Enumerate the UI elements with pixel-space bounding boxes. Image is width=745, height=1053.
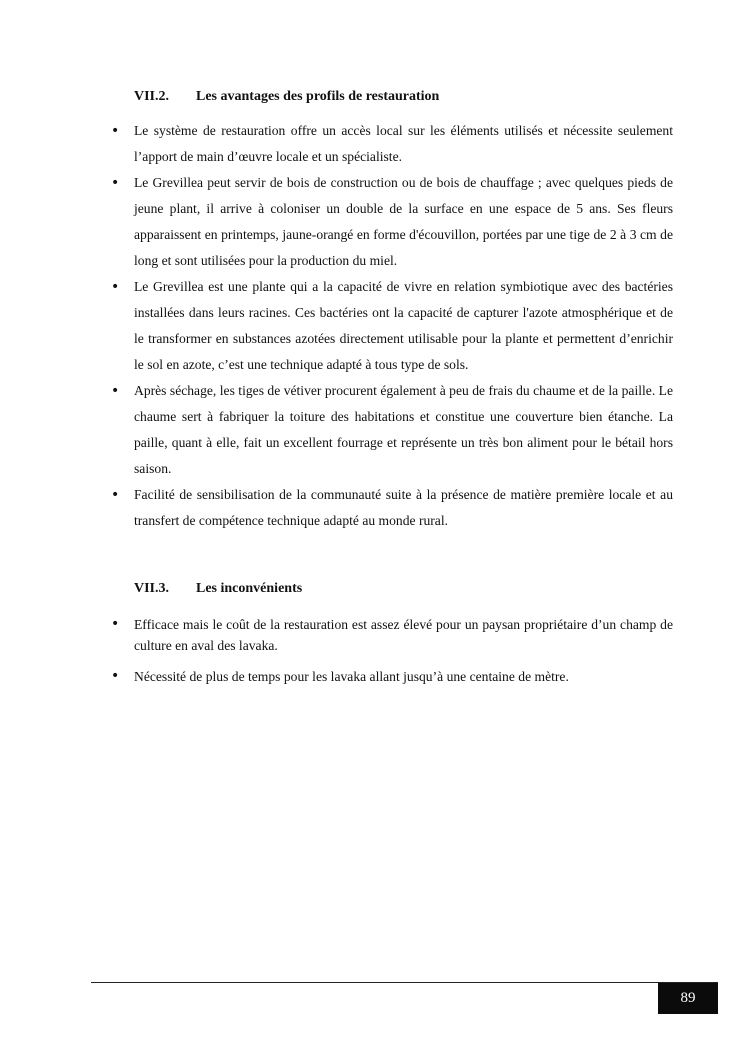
page-number: 89 — [658, 983, 718, 1014]
list-item — [0, 118, 745, 170]
section-heading-vii-2 — [134, 87, 439, 107]
list-item-text: Nécessité de plus de temps pour les lavaka allant jusqu’à une centaine de mètre. — [134, 669, 569, 684]
list-item-text: Le Grevillea est une plante qui a la capacité de vivre en relation symbiotique avec des bactéries installées dans leurs racines. Ces bactéries ont la capacité de capturer l'azote atmosphérique et de le transformer en substances azotées directement utilisable pour la plante et permettent d’enrichir le sol en azote, c’est une technique adapté à tous type de sols. — [134, 279, 673, 372]
list-item — [0, 666, 745, 687]
list-item — [0, 482, 745, 534]
section-title: Les inconvénients — [196, 581, 303, 596]
list-item — [0, 614, 745, 656]
section-number: VII.3. — [134, 581, 170, 596]
list-item — [0, 378, 745, 482]
section-number: VII.2. — [134, 89, 170, 104]
bullet-icon: • — [111, 487, 120, 503]
bullet-icon: • — [111, 123, 120, 139]
list-item-text: Facilité de sensibilisation de la communauté suite à la présence de matière première locale et au transfert de compétence technique adapté au monde rural. — [134, 487, 673, 528]
bullet-icon: • — [111, 668, 120, 684]
disadvantages-list — [0, 614, 745, 697]
advantages-list — [0, 118, 745, 534]
list-item-text: Après séchage, les tiges de vétiver procurent également à peu de frais du chaume et de la paille. Le chaume sert à fabriquer la toiture des habitations et constitue une couverture bien étanche. La paille, quant à elle, fait un excellent fourrage et représente un très bon aliment pour le bétail hors saison. — [134, 383, 673, 476]
section-title: Les avantages des profils de restauration — [196, 89, 440, 104]
list-item — [0, 170, 745, 274]
footer-divider — [91, 982, 718, 983]
bullet-icon: • — [111, 175, 120, 191]
bullet-icon: • — [111, 616, 120, 632]
list-item-text: Le système de restauration offre un accès local sur les éléments utilisés et nécessite seulement l’apport de main d’œuvre locale et un spécialiste. — [134, 123, 673, 164]
bullet-icon: • — [111, 383, 120, 399]
list-item — [0, 274, 745, 378]
section-heading-vii-3 — [134, 579, 302, 599]
bullet-icon: • — [111, 279, 120, 295]
list-item-text: Le Grevillea peut servir de bois de construction ou de bois de chauffage ; avec quelques pieds de jeune plant, il arrive à coloniser un double de la surface en une espace de 5 ans. Ses fleurs apparaissent en printemps, jaune-orangé en forme d'écouvillon, portées par une tige de 2 à 3 cm de long et sont utilisées pour la production du miel. — [134, 175, 673, 268]
list-item-text: Efficace mais le coût de la restauration est assez élevé pour un paysan propriétaire d’un champ de culture en aval des lavaka. — [134, 617, 673, 653]
